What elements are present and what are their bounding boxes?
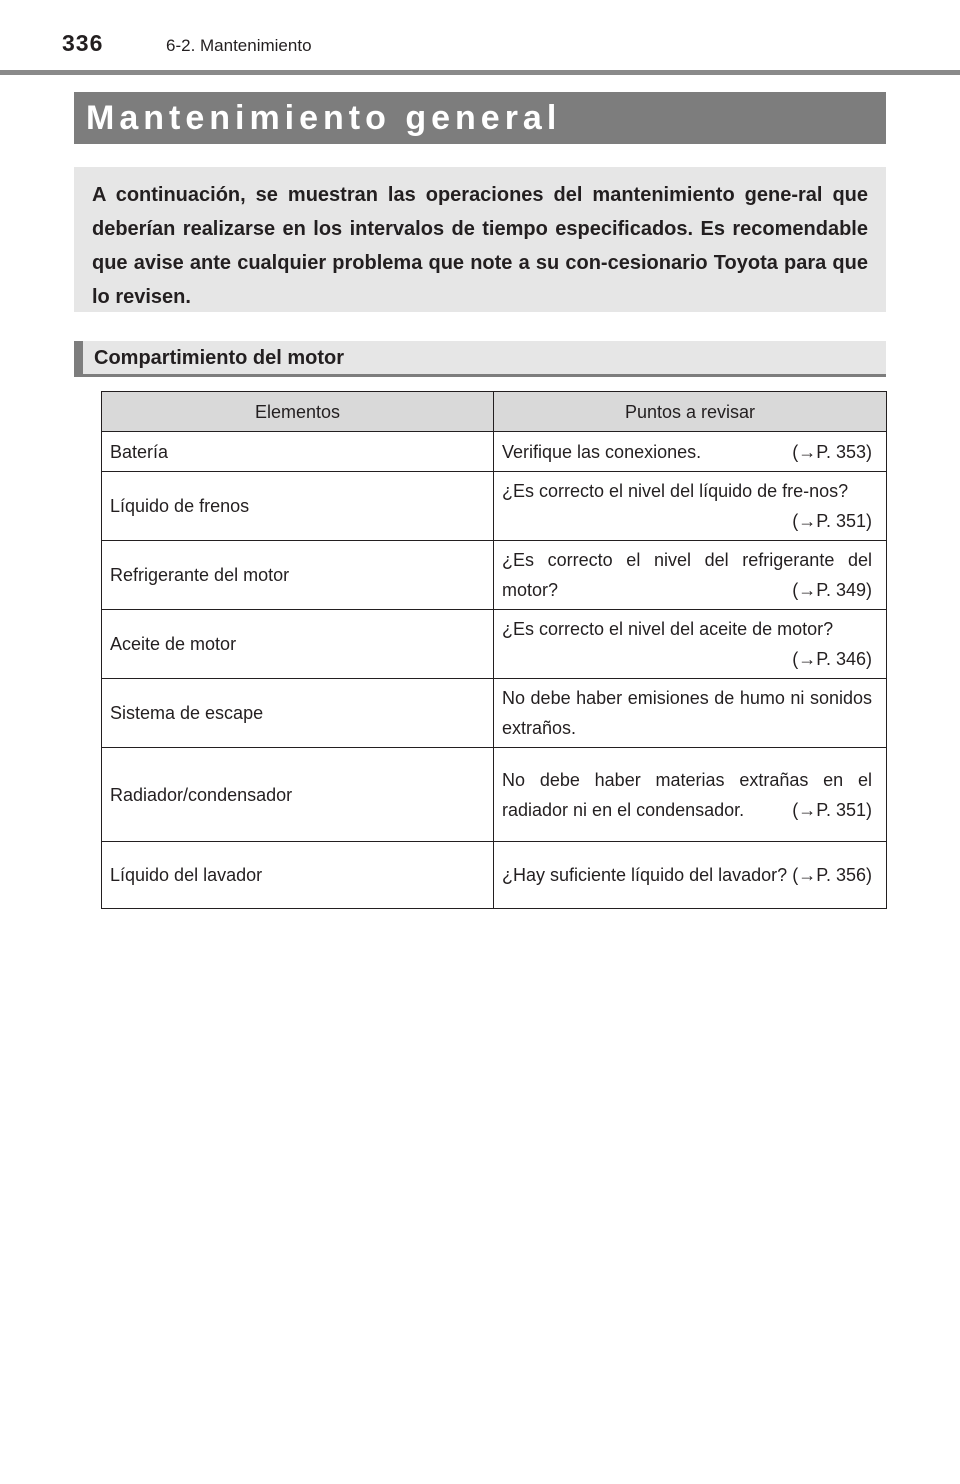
subsection-title: Compartimiento del motor xyxy=(94,347,345,369)
page-title: Mantenimiento general xyxy=(74,92,886,144)
element-cell: Batería xyxy=(102,432,494,472)
checkpoint-text: ¿Hay suficiente líquido del lavador? xyxy=(502,865,788,885)
intro-text: A continuación, se muestran las operaciones del mantenimiento gene-ral que deberían realizarse en los intervalos de tiempo especificados. Es recomendable que avise ante cualquier problema que note a su con-cesionario Toyota para que lo revisen. xyxy=(74,167,886,312)
checkpoint-cell xyxy=(494,610,887,679)
table-row xyxy=(102,541,887,610)
checkpoint-text: Verifique las conexiones. xyxy=(502,441,702,462)
maintenance-table xyxy=(101,391,887,909)
page-reference: (→P. 356) xyxy=(792,865,872,885)
page-reference: (→P. 346) xyxy=(792,649,872,669)
page-reference: (→P. 351) xyxy=(792,799,872,820)
table-row xyxy=(102,748,887,842)
checkpoint-text: ¿Es correcto el nivel del líquido de fre-nos? xyxy=(502,481,849,501)
checkpoint-cell xyxy=(494,842,887,909)
checkpoint-text: ¿Es correcto el nivel del refrigerante del motor? xyxy=(502,550,872,600)
page-reference: (→P. 353) xyxy=(792,441,872,462)
table-header-row xyxy=(102,392,887,432)
checkpoint-text: No debe haber emisiones de humo ni sonidos extraños. xyxy=(502,688,872,738)
table-row xyxy=(102,842,887,909)
checkpoint-cell xyxy=(494,432,887,472)
header-rule xyxy=(0,70,960,75)
page-number: 336 xyxy=(62,30,104,56)
element-cell: Líquido de frenos xyxy=(102,472,494,541)
checkpoint-cell xyxy=(494,472,887,541)
element-cell: Líquido del lavador xyxy=(102,842,494,909)
checkpoint-text: No debe haber materias extrañas en el radiador ni en el condensador. xyxy=(502,769,872,820)
checkpoint-cell xyxy=(494,748,887,842)
element-cell: Refrigerante del motor xyxy=(102,541,494,610)
element-cell: Sistema de escape xyxy=(102,679,494,748)
table-row xyxy=(102,679,887,748)
checkpoint-cell xyxy=(494,541,887,610)
subsection-accent-bar xyxy=(74,341,83,374)
section-reference: 6-2. Mantenimiento xyxy=(166,36,312,55)
column-header-elements: Elementos xyxy=(102,392,494,432)
table-row xyxy=(102,472,887,541)
checkpoint-cell xyxy=(494,679,887,748)
column-header-checkpoints: Puntos a revisar xyxy=(494,392,887,432)
element-cell: Radiador/condensador xyxy=(102,748,494,842)
table-row xyxy=(102,610,887,679)
page-reference: (→P. 351) xyxy=(792,511,872,531)
subsection-header xyxy=(74,341,886,377)
element-cell: Aceite de motor xyxy=(102,610,494,679)
page-header xyxy=(0,0,960,76)
page-reference: (→P. 349) xyxy=(792,580,872,600)
checkpoint-text: ¿Es correcto el nivel del aceite de motor? xyxy=(502,619,834,639)
table-row xyxy=(102,432,887,472)
